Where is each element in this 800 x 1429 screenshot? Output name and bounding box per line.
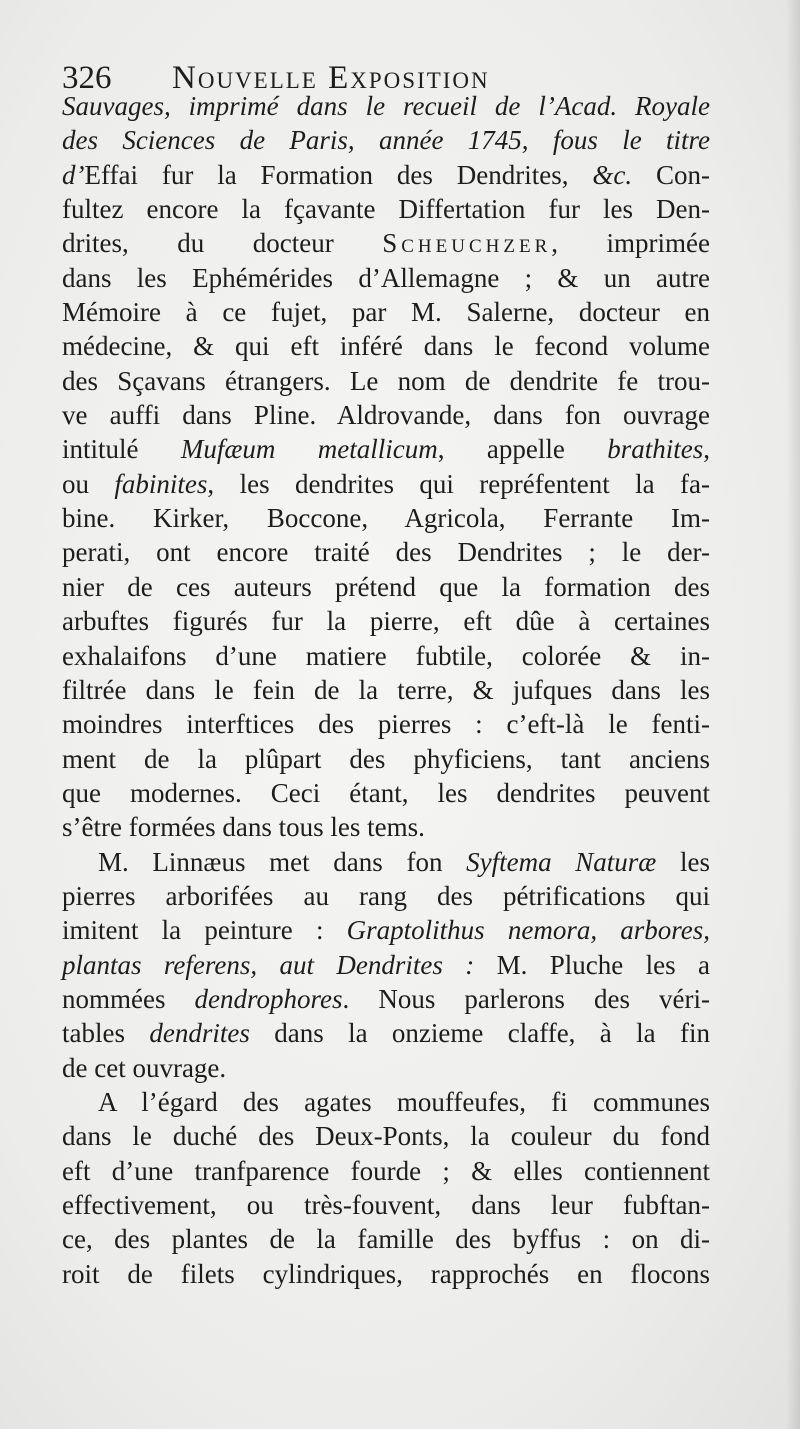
text-line-6: dans les Ephémérides d’Allemagne ; & un autre <box>62 262 710 293</box>
text-line-31: dans le duché des Deux-Ponts, la couleur du fond <box>62 1121 710 1152</box>
running-title: Nouvelle Exposition <box>172 60 490 96</box>
text-line-26: plantas referens, aut Dendrites : M. Pluche les a <box>62 949 710 980</box>
page-number: 326 <box>62 60 112 96</box>
text-line-30: A l’égard des agates mouffeufes, fi communes <box>98 1086 710 1117</box>
text-line-16: arbuftes figurés fur la pierre, eft dûe à certaines <box>62 606 710 637</box>
text-line-21: que modernes. Ceci étant, les dendrites peuvent <box>62 777 710 808</box>
text-line-23: M. Linnæus met dans fon Syftema Naturæ les <box>98 846 710 877</box>
text-line-19: moindres interftices des pierres : c’eft-là le fenti- <box>62 709 710 740</box>
text-line-33: effectivement, ou très-fouvent, dans leur fubftan- <box>62 1190 710 1220</box>
text-line-22: s’être formées dans tous les tems. <box>62 812 425 843</box>
text-line-34: ce, des plantes de la famille des byffus : on di- <box>62 1224 710 1255</box>
text-line-18: filtrée dans le fein de la terre, & jufques dans les <box>62 674 710 705</box>
text-line-3: d’Effai fur la Formation des Dendrites, &c. Con- <box>62 159 710 190</box>
text-line-35: roit de filets cylindriques, rapprochés en flocons <box>62 1258 710 1289</box>
text-line-4: fultez encore la fçavante Differtation fur les Den- <box>62 194 710 225</box>
text-line-15: nier de ces auteurs prétend que la formation des <box>62 571 710 602</box>
body-text <box>62 89 710 1291</box>
text-line-12: ou fabinites, les dendrites qui repréfentent la fa- <box>62 468 711 499</box>
text-line-5: drites, du docteur Scheuchzer, imprimée <box>62 228 710 259</box>
text-line-24: pierres arborifées au rang des pétrifications qui <box>62 880 710 911</box>
text-line-10: ve auffi dans Pline. Aldrovande, dans fon ouvrage <box>62 400 710 431</box>
text-line-17: exhalaifons d’une matiere fubtile, colorée & in- <box>62 640 710 671</box>
text-line-8: médecine, & qui eft inféré dans le fecond volume <box>62 331 710 362</box>
text-line-14: perati, ont encore traité des Dendrites ; le der- <box>62 537 710 568</box>
text-line-2: des Sciences de Paris, année 1745, fous le titre <box>62 125 710 156</box>
text-line-25: imitent la peinture : Graptolithus nemora, arbores, <box>62 915 710 946</box>
text-line-1: Sauvages, imprimé dans le recueil de l’Acad. Royale <box>62 91 710 121</box>
text-line-9: des Sçavans étrangers. Le nom de dendrite fe trou- <box>62 365 710 396</box>
page-gutter-shadow <box>786 0 800 1429</box>
text-line-32: eft d’une tranfparence fourde ; & elles contiennent <box>62 1155 710 1186</box>
text-line-13: bine. Kirker, Boccone, Agricola, Ferrante Im- <box>62 503 710 534</box>
text-line-29: de cet ouvrage. <box>62 1052 227 1083</box>
text-line-27: nommées dendrophores. Nous parlerons des véri- <box>62 983 710 1014</box>
text-line-20: ment de la plûpart des phyficiens, tant anciens <box>62 743 710 774</box>
text-line-7: Mémoire à ce fujet, par M. Salerne, docteur en <box>62 297 710 328</box>
text-line-11: intitulé Mufæum metallicum, appelle brathites, <box>62 434 710 465</box>
text-line-28: tables dendrites dans la onzieme claffe, à la fin <box>62 1018 710 1049</box>
